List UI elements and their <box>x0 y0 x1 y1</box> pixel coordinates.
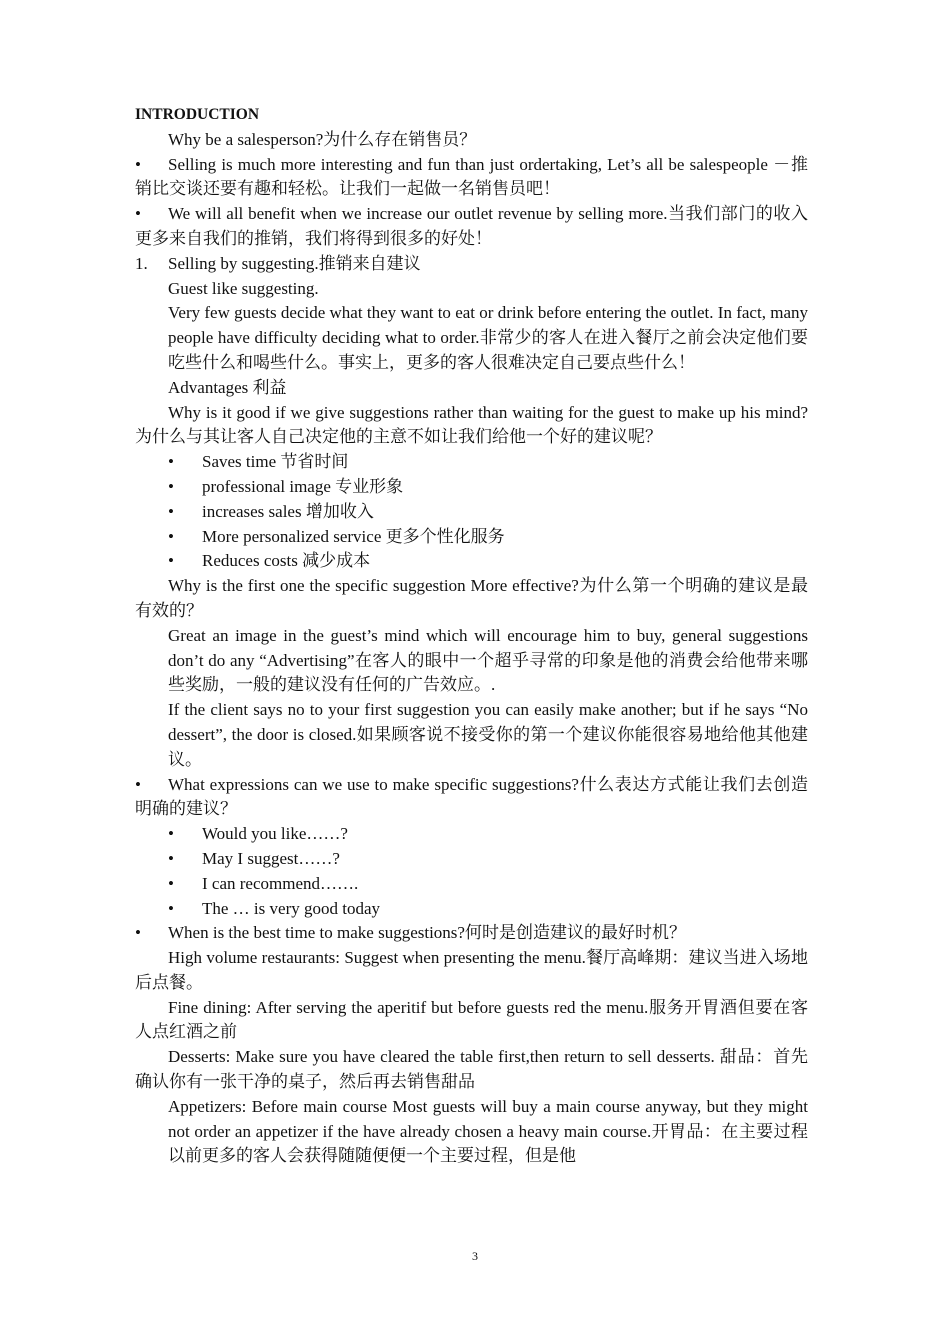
numbered-item-selling-by-suggesting <box>135 252 808 277</box>
section-heading: INTRODUCTION <box>135 106 260 123</box>
list-item <box>135 847 808 872</box>
bullet-icon: • <box>168 551 174 571</box>
paragraph-if-client: If the client says no to your first suggestion you can easily make another; but if he says “No dessert”, the door is closed.如果顾客说不接受你的第一个建议你能很容易地给他其他建议。 <box>168 700 808 769</box>
bullet-text: When is the best time to make suggestions?何时是创造建议的最好时机？ <box>168 923 686 943</box>
bullet-icon: • <box>168 873 174 893</box>
page-number: 3 <box>472 1249 478 1263</box>
paragraph-high-volume: High volume restaurants: Suggest when presenting the menu.餐厅高峰期：建议当进入场地后点餐。 <box>135 948 808 992</box>
bullet-icon: • <box>168 452 174 472</box>
list-item <box>135 500 808 525</box>
bullet-text: Selling is much more interesting and fun than just ordertaking, Let’s all be salespeople －推销比交谈还要有趣和轻松。让我们一起做一名销售员吧！ <box>135 154 808 199</box>
list-item-text: professional image 专业形象 <box>202 476 404 496</box>
paragraph-why-first: Why is the first one the specific suggestion More effective?为什么第一个明确的建议是最有效的？ <box>135 576 808 620</box>
paragraph-guest-like: Guest like suggesting. <box>168 278 319 298</box>
bullet-item-best-time <box>135 921 808 946</box>
list-item <box>135 549 808 574</box>
bullet-icon: • <box>168 824 174 844</box>
list-item <box>135 872 808 897</box>
bullet-icon: • <box>168 501 174 521</box>
bullet-icon: • <box>168 848 174 868</box>
list-item-text: The … is very good today <box>202 898 380 918</box>
bullet-icon: • <box>135 204 141 224</box>
paragraph-desserts: Desserts: Make sure you have cleared the table first,then return to sell desserts. 甜品：首先确认你有一张干净的桌子，然后再去销售甜品 <box>135 1047 808 1092</box>
advantages-list <box>135 450 808 574</box>
list-item-text: May I suggest……? <box>202 848 340 868</box>
bullet-icon: • <box>135 923 141 943</box>
paragraph-why-salesperson: Why be a salesperson?为什么存在销售员？ <box>168 129 477 149</box>
expressions-list <box>135 822 808 921</box>
document-page <box>135 103 808 1169</box>
list-item-text: More personalized service 更多个性化服务 <box>202 526 505 546</box>
bullet-icon: • <box>168 526 174 546</box>
list-item-text: Would you like……? <box>202 824 348 844</box>
paragraph-why-good: Why is it good if we give suggestions rather than waiting for the guest to make up his mind?为什么与其让客人自己决定他的主意不如让我们给他一个好的建议呢？ <box>135 402 808 447</box>
bullet-text: What expressions can we use to make specific suggestions?什么表达方式能让我们去创造明确的建议？ <box>135 774 808 819</box>
bullet-item-expressions <box>135 773 808 823</box>
list-item <box>135 897 808 922</box>
paragraph-fine-dining: Fine dining: After serving the aperitif but before guests red the menu.服务开胃酒但要在客人点红酒之前 <box>135 997 808 1042</box>
bullet-icon: • <box>168 898 174 918</box>
bullet-icon: • <box>135 774 141 794</box>
bullet-icon: • <box>168 476 174 496</box>
item-text: Selling by suggesting.推销来自建议 <box>168 253 421 273</box>
list-item-text: I can recommend……. <box>202 873 359 893</box>
bullet-item-selling-fun <box>135 153 808 203</box>
list-item <box>135 525 808 550</box>
list-item-text: Saves time 节省时间 <box>202 452 349 472</box>
bullet-icon: • <box>135 154 141 174</box>
list-item <box>135 475 808 500</box>
paragraph-appetizers: Appetizers: Before main course Most guests will buy a main course anyway, but they might not order an appetizer if the have already chosen a heavy main course.开胃品：在主要过程以前更多的客人会获得随随便便一个主要过程，但是他 <box>168 1096 808 1166</box>
list-item-text: increases sales 增加收入 <box>202 501 374 521</box>
list-item <box>135 822 808 847</box>
bullet-text: We will all benefit when we increase our outlet revenue by selling more.当我们部门的收入更多来自我们的推销，我们将得到很多的好处！ <box>135 204 808 248</box>
paragraph-great-image: Great an image in the guest’s mind which will encourage him to buy, general suggestions don’t do any “Advertising”在客人的眼中一个超乎寻常的印象是他的消费会给他带来哪些奖励，一般的建议没有任何的广告效应。. <box>168 625 808 695</box>
item-number: 1. <box>135 253 148 273</box>
bullet-item-benefit <box>135 202 808 252</box>
paragraph-very-few-guests: Very few guests decide what they want to eat or drink before entering the outlet. In fact, many people have difficulty deciding what to order.非常少的客人在进入餐厅之前会决定他们要吃些什么和喝些什么。事实上，更多的客人很难决定自己要点些什么！ <box>168 303 808 372</box>
paragraph-advantages: Advantages 利益 <box>168 377 287 397</box>
list-item-text: Reduces costs 减少成本 <box>202 551 371 571</box>
list-item <box>135 450 808 475</box>
